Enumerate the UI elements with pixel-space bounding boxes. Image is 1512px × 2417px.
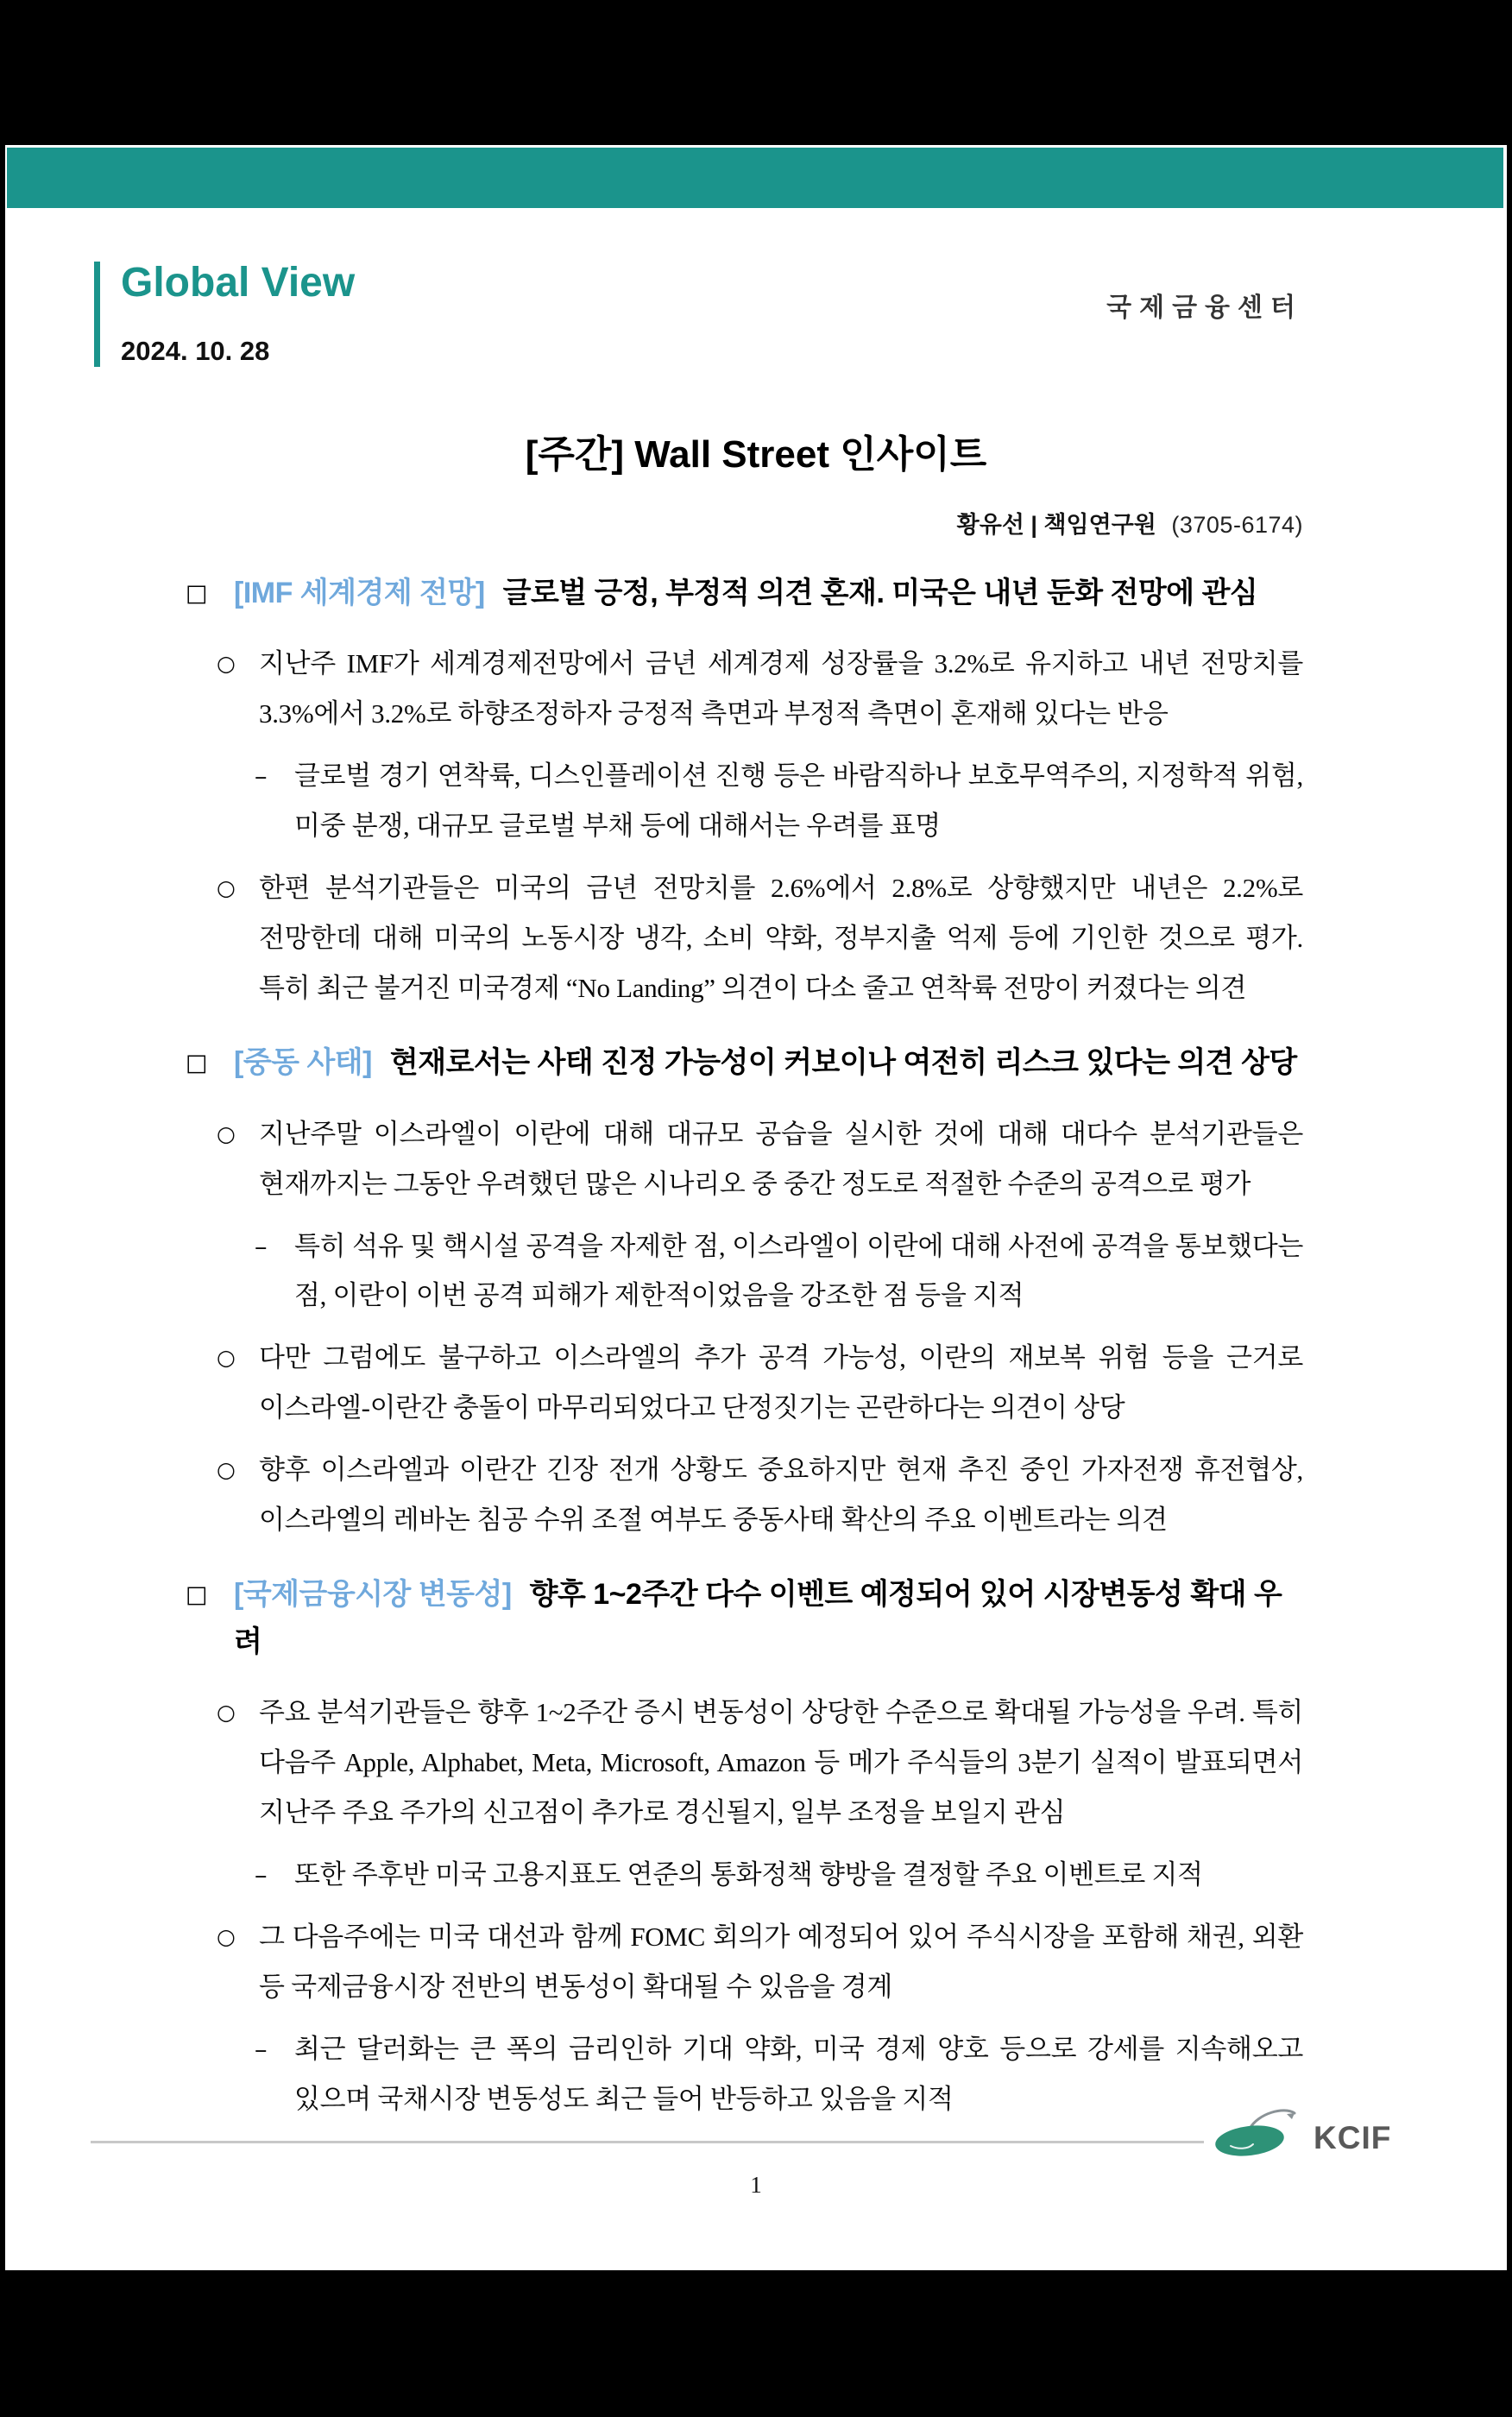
bullet-item	[217, 1688, 1303, 1838]
sub-bullet-item	[255, 1221, 1303, 1322]
bullet-item	[217, 1912, 1303, 2012]
bullet-text: 향후 이스라엘과 이란간 긴장 전개 상황도 중요하지만 현재 추진 중인 가자전쟁 휴전협상, 이스라엘의 레바논 침공 수위 조절 여부도 중동사태 확산의 주요 이벤트라는 의견	[259, 1455, 1303, 1536]
section-tag: [중동 사태]	[234, 1046, 380, 1080]
section-items	[186, 639, 1303, 1013]
bullet-text: 그 다음주에는 미국 대선과 함께 FOMC 회의가 예정되어 있어 주식시장을 포함해 채권, 외환 등 국제금융시장 전반의 변동성이 확대될 수 있음을 경계	[259, 1922, 1303, 2002]
kcif-logo-icon	[1205, 2103, 1300, 2172]
section-heading-text	[234, 1571, 1303, 1665]
document-title: [주간] Wall Street 인사이트	[525, 433, 987, 476]
dash-bullet-marker: –	[255, 1231, 268, 1261]
bullet-text: 또한 주후반 미국 고용지표도 연준의 통화정책 향방을 결정할 주요 이벤트로 지적	[294, 1859, 1203, 1890]
author-line	[957, 506, 1303, 540]
circle-bullet-marker: ○	[217, 1700, 236, 1726]
bullet-item	[217, 1445, 1303, 1545]
circle-bullet-marker: ○	[217, 1345, 236, 1371]
kcif-logo-text: KCIF	[1314, 2120, 1392, 2155]
section-heading	[186, 1039, 1303, 1086]
circle-bullet-marker: ○	[217, 875, 236, 901]
circle-bullet-marker: ○	[217, 1457, 236, 1483]
report-date: 2024. 10. 28	[121, 336, 270, 366]
brand-accent-bar	[94, 262, 100, 367]
author-name-role: 황유선 | 책임연구원	[956, 512, 1156, 538]
bullet-text: 지난주말 이스라엘이 이란에 대해 대규모 공습을 실시한 것에 대해 대다수 분석기관들은 현재까지는 그동안 우려했던 많은 시나리오 중 중간 정도로 적절한 수준의 공격으로 평가	[259, 1118, 1303, 1199]
top-teal-band	[7, 148, 1503, 208]
bullet-text: 글로벌 경기 연착륙, 디스인플레이션 진행 등은 바람직하나 보호무역주의, 지정학적 위험, 미중 분쟁, 대규모 글로벌 부채 등에 대해서는 우려를 표명	[294, 760, 1303, 842]
organization-name: 국제금융센터	[1106, 293, 1303, 322]
sub-bullet-item	[255, 751, 1303, 851]
section-heading-label: 향후 1~2주간 다수 이벤트 예정되어 있어 시장변동성 확대 우려	[234, 1578, 1282, 1658]
section-heading	[186, 1571, 1303, 1665]
dash-bullet-marker: –	[255, 1860, 268, 1890]
footer-divider	[91, 2141, 1204, 2143]
page-number: 1	[750, 2172, 762, 2198]
bullet-text: 다만 그럼에도 불구하고 이스라엘의 추가 공격 가능성, 이란의 재보복 위험 등을 근거로 이스라엘-이란간 충돌이 마무리되었다고 단정짓기는 곤란하다는 의견이 상당	[259, 1342, 1303, 1423]
report-page	[5, 145, 1507, 2270]
section-items	[186, 1688, 1303, 2124]
section-heading-text	[234, 1039, 1297, 1086]
square-bullet-marker: □	[186, 580, 208, 607]
bullet-text: 지난주 IMF가 세계경제전망에서 금년 세계경제 성장률을 3.2%로 유지하고 내년 전망치를 3.3%에서 3.2%로 하향조정하자 긍정적 측면과 부정적 측면이 혼재해 있다는 반응	[259, 648, 1303, 729]
bullet-text: 주요 분석기관들은 향후 1~2주간 증시 변동성이 상당한 수준으로 확대될 가능성을 우려. 특히 다음주 Apple, Alphabet, Meta, Microsoft, Amazon 등 메가 주식들의 3분기 실적이 발표되면서 지난주 주요 주가의 신고점이 추가로 경신될지, 일부 조정을 보일지 관심	[259, 1697, 1303, 1828]
bullet-item	[217, 639, 1303, 739]
sub-bullet-item	[255, 1850, 1303, 1900]
author-phone: (3705-6174)	[1171, 512, 1303, 538]
page-header	[94, 262, 1303, 382]
section-tag: [IMF 세계경제 전망]	[234, 577, 493, 609]
bullet-text: 특히 석유 및 핵시설 공격을 자제한 점, 이스라엘이 이란에 대해 사전에 공격을 통보했다는 점, 이란이 이번 공격 피해가 제한적이었음을 강조한 점 등을 지적	[294, 1230, 1303, 1311]
bullet-item	[217, 863, 1303, 1013]
section-heading-label: 현재로서는 사태 진정 가능성이 커보이나 여전히 리스크 있다는 의견 상당	[389, 1046, 1297, 1080]
section-heading-label: 글로벌 긍정, 부정적 의견 혼재. 미국은 내년 둔화 전망에 관심	[502, 577, 1258, 609]
sub-bullet-item	[255, 2024, 1303, 2124]
section-heading	[186, 570, 1303, 616]
report-section	[186, 1571, 1303, 2124]
dash-bullet-marker: –	[255, 2034, 268, 2064]
circle-bullet-marker: ○	[217, 651, 236, 677]
square-bullet-marker: □	[186, 1050, 208, 1077]
bullet-text: 최근 달러화는 큰 폭의 금리인하 기대 약화, 미국 경제 양호 등으로 강세를 지속해오고 있으며 국채시장 변동성도 최근 들어 반등하고 있음을 지적	[294, 2033, 1303, 2114]
square-bullet-marker: □	[186, 1581, 208, 1609]
sections	[186, 570, 1303, 2136]
section-items	[186, 1109, 1303, 1546]
report-section	[186, 1039, 1303, 1545]
report-section	[186, 570, 1303, 1013]
bullet-item	[217, 1333, 1303, 1433]
circle-bullet-marker: ○	[217, 1924, 236, 1949]
brand-title: Global View	[121, 260, 356, 306]
section-tag: [국제금융시장 변동성]	[234, 1578, 520, 1612]
bullet-text: 한편 분석기관들은 미국의 금년 전망치를 2.6%에서 2.8%로 상향했지만 내년은 2.2%로 전망한데 대해 미국의 노동시장 냉각, 소비 약화, 정부지출 억제 등에 기인한 것으로 평가. 특히 최근 불거진 미국경제 “No Landing” 의견이 다소 줄고 연착륙 전망이 커졌다는 의견	[259, 873, 1303, 1004]
dash-bullet-marker: –	[255, 761, 268, 792]
circle-bullet-marker: ○	[217, 1120, 236, 1146]
section-heading-text	[234, 570, 1257, 616]
bullet-item	[217, 1109, 1303, 1209]
